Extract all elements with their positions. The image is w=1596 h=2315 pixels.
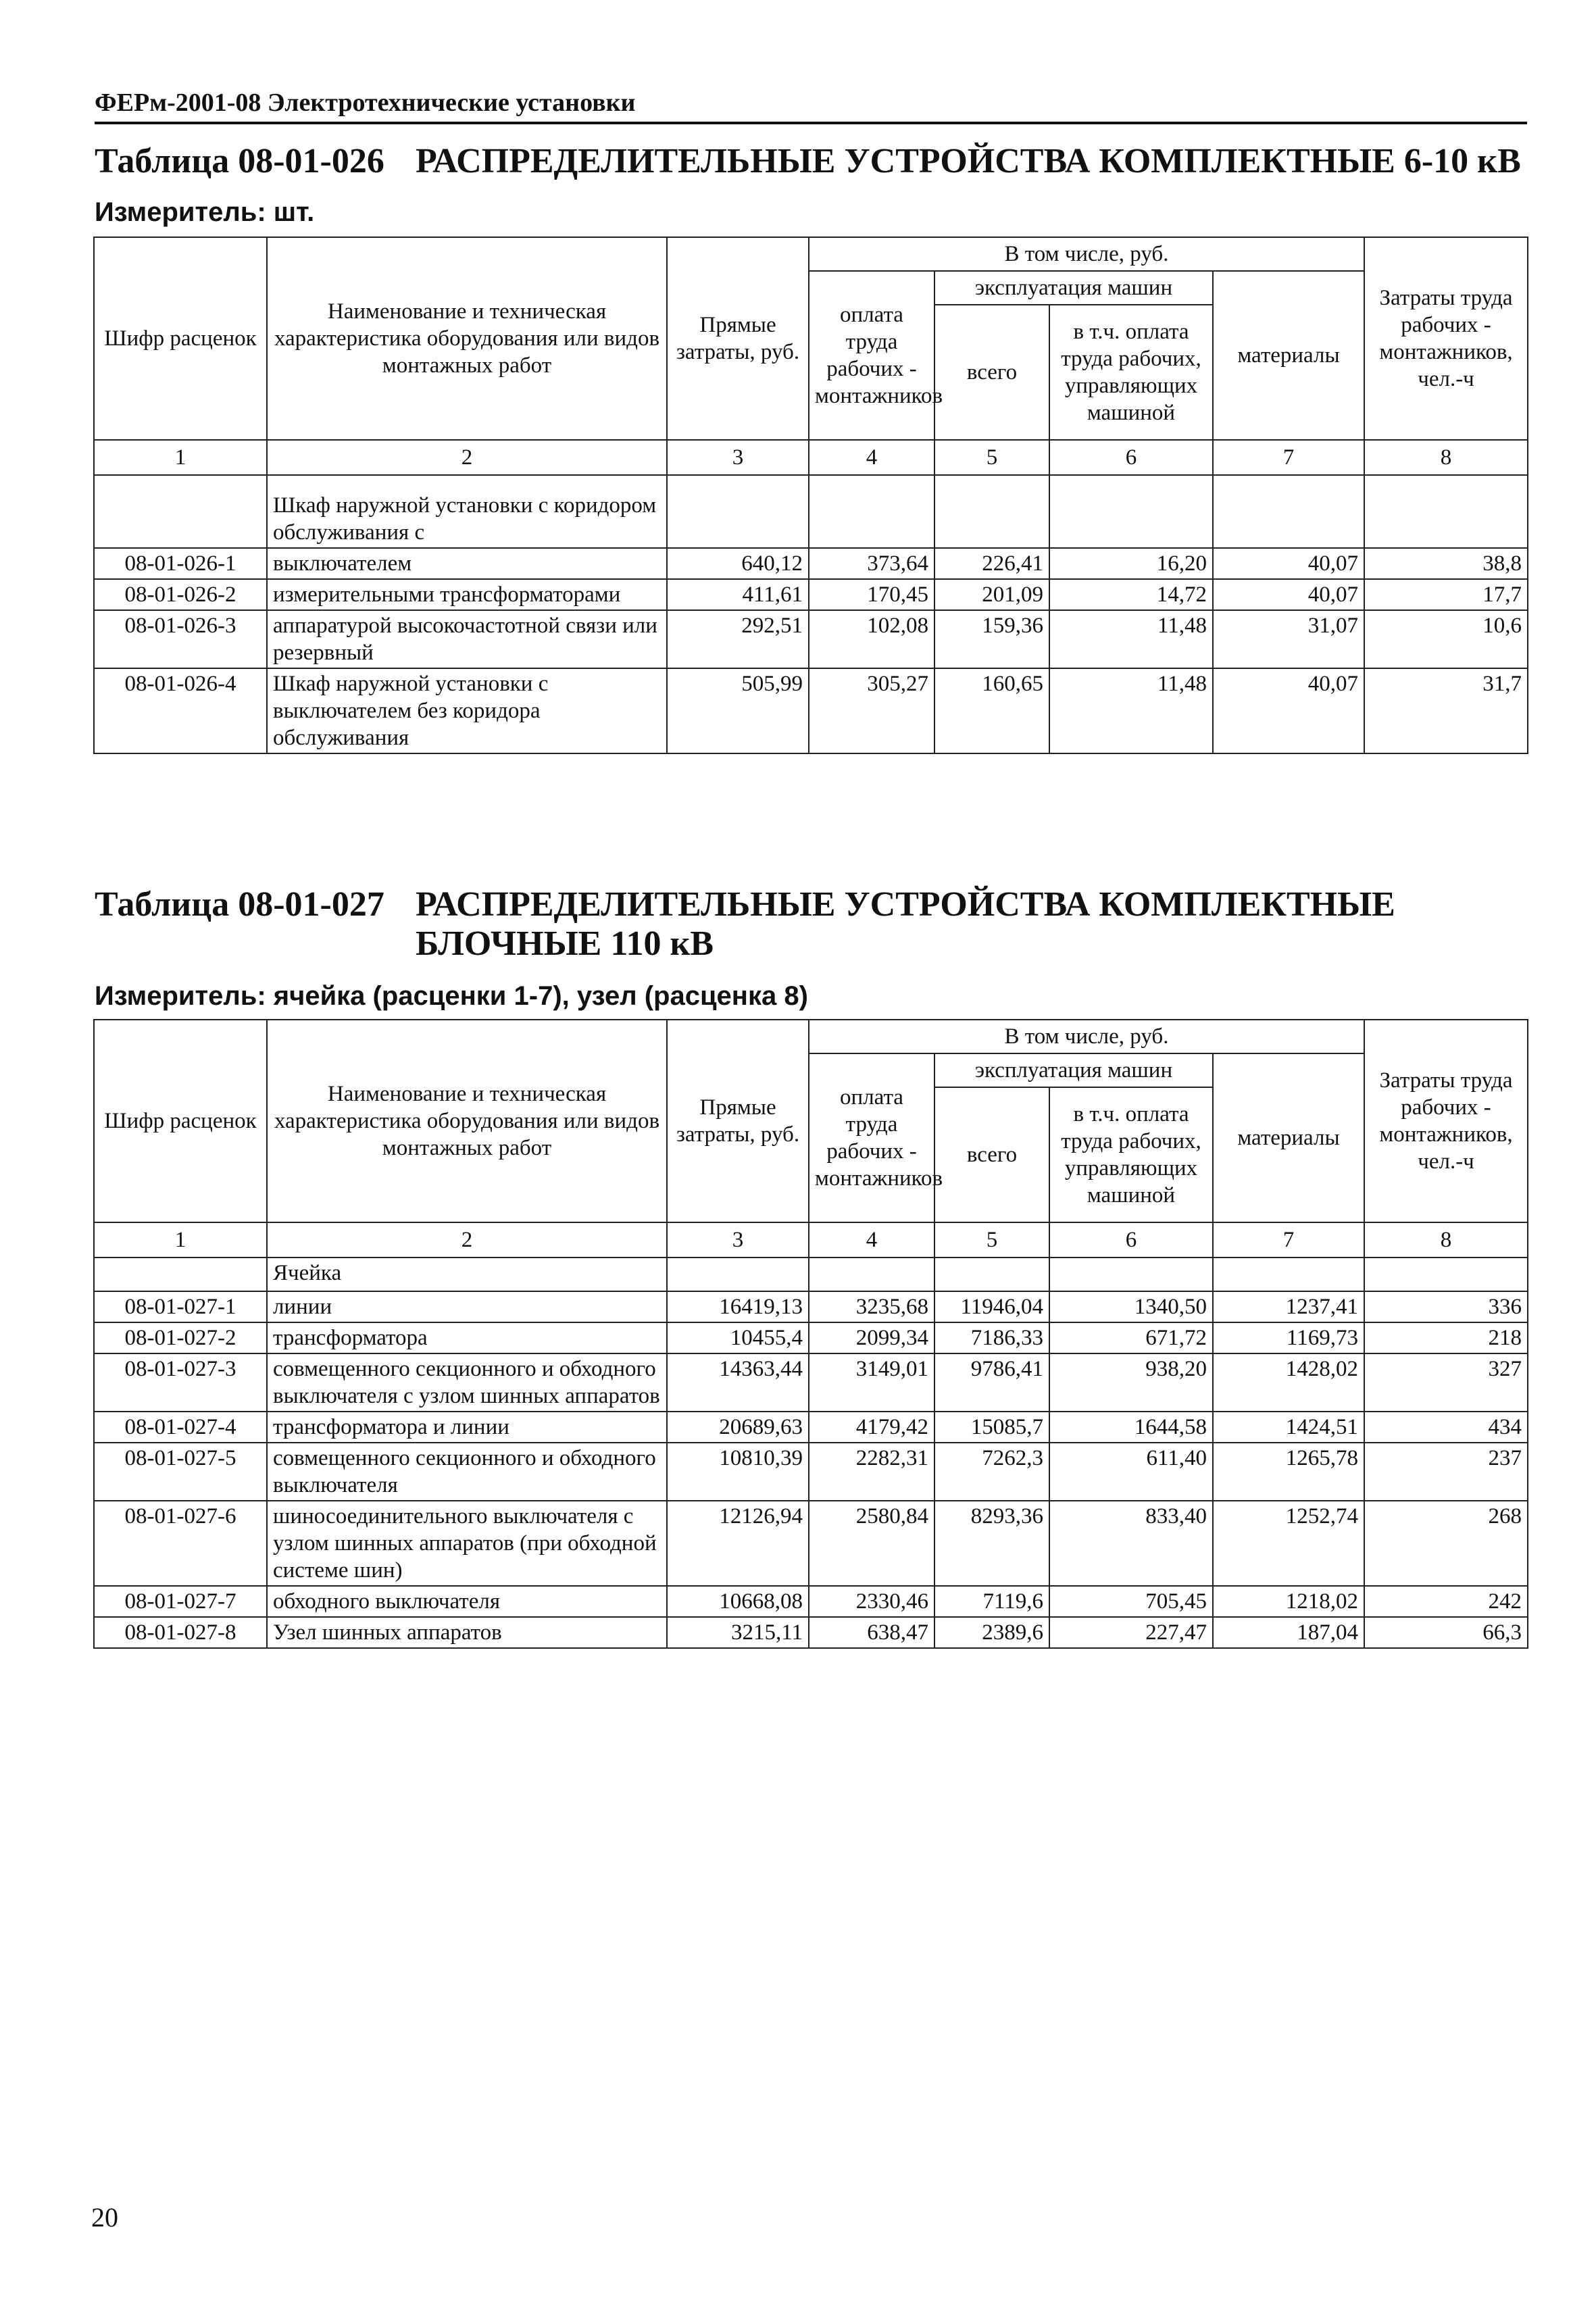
cell-labor: 66,3	[1364, 1617, 1528, 1648]
cell-name: выключателем	[267, 548, 667, 579]
cell-labor: 38,8	[1364, 548, 1528, 579]
column-number: 4	[809, 1222, 934, 1258]
column-number: 5	[934, 440, 1049, 475]
cell-machines: 7119,6	[934, 1586, 1049, 1617]
column-number: 7	[1213, 1222, 1364, 1258]
cell-wages: 305,27	[809, 668, 934, 753]
cell-direct: 14363,44	[667, 1353, 809, 1412]
cell-materials: 187,04	[1213, 1617, 1364, 1648]
table-row	[94, 610, 1528, 668]
cell-machines: 11946,04	[934, 1291, 1049, 1322]
header-wages: оплата труда рабочих - монтажников	[809, 1053, 934, 1222]
cell-wages: 3149,01	[809, 1353, 934, 1412]
cell-materials: 1237,41	[1213, 1291, 1364, 1322]
cell-direct: 20689,63	[667, 1412, 809, 1443]
cell-machines: 160,65	[934, 668, 1049, 753]
column-number: 1	[94, 440, 267, 475]
cell-code: 08-01-027-1	[94, 1291, 267, 1322]
column-number: 2	[267, 1222, 667, 1258]
cell-direct: 505,99	[667, 668, 809, 753]
header-machines-total: всего	[934, 305, 1049, 440]
header-incl: В том числе, руб.	[809, 237, 1364, 271]
cell-code: 08-01-027-4	[94, 1412, 267, 1443]
cell-direct: 411,61	[667, 579, 809, 610]
column-number: 8	[1364, 440, 1528, 475]
cell-machine-wages: 11,48	[1049, 668, 1213, 753]
table1-title: РАСПРЕДЕЛИТЕЛЬНЫЕ УСТРОЙСТВА КОМПЛЕКТНЫЕ 6-10 кВ	[416, 142, 1521, 180]
cell-wages: 170,45	[809, 579, 934, 610]
rates-table-08-01-026	[93, 237, 1528, 754]
table2-number: Таблица 08-01-027	[95, 885, 384, 924]
cell-machines: 9786,41	[934, 1353, 1049, 1412]
cell-machines: 2389,6	[934, 1617, 1049, 1648]
table-row	[94, 1586, 1528, 1617]
page-number: 20	[91, 2202, 118, 2233]
cell-materials: 40,07	[1213, 579, 1364, 610]
cell-code: 08-01-027-7	[94, 1586, 267, 1617]
table-row	[94, 579, 1528, 610]
cell-code: 08-01-027-3	[94, 1353, 267, 1412]
column-number: 2	[267, 440, 667, 475]
cell-code: 08-01-027-6	[94, 1501, 267, 1586]
cell-materials: 1218,02	[1213, 1586, 1364, 1617]
cell-direct: 10455,4	[667, 1322, 809, 1353]
header-materials: материалы	[1213, 271, 1364, 440]
table-row	[94, 1322, 1528, 1353]
cell-code: 08-01-026-4	[94, 668, 267, 753]
cell-machines: 7186,33	[934, 1322, 1049, 1353]
header-machines-group: эксплуатация машин	[934, 271, 1213, 305]
table-row	[94, 1291, 1528, 1322]
cell-code: 08-01-027-2	[94, 1322, 267, 1353]
cell-materials: 1428,02	[1213, 1353, 1364, 1412]
cell-labor: 336	[1364, 1291, 1528, 1322]
cell-name: совмещенного секционного и обходного выключателя с узлом шинных аппаратов	[267, 1353, 667, 1412]
header-labor: Затраты труда рабочих - монтажников, чел.-ч	[1364, 1020, 1528, 1222]
column-number: 6	[1049, 440, 1213, 475]
cell-name: линии	[267, 1291, 667, 1322]
header-machine-wages: в т.ч. оплата труда рабочих, управляющих машиной	[1049, 305, 1213, 440]
table-row	[94, 1443, 1528, 1501]
cell-machine-wages: 833,40	[1049, 1501, 1213, 1586]
cell-labor: 327	[1364, 1353, 1528, 1412]
cell-labor: 218	[1364, 1322, 1528, 1353]
header-wages: оплата труда рабочих - монтажников	[809, 271, 934, 440]
cell-wages: 638,47	[809, 1617, 934, 1648]
cell-labor: 31,7	[1364, 668, 1528, 753]
table1-measure: Измеритель: шт.	[95, 197, 315, 227]
cell-name: шиносоединительного выключателя с узлом шинных аппаратов (при обходной системе шин)	[267, 1501, 667, 1586]
cell-wages: 2330,46	[809, 1586, 934, 1617]
cell-materials: 1265,78	[1213, 1443, 1364, 1501]
column-number: 6	[1049, 1222, 1213, 1258]
cell-direct: 10810,39	[667, 1443, 809, 1501]
group-code-cell	[94, 475, 267, 548]
cell-labor: 10,6	[1364, 610, 1528, 668]
header-incl: В том числе, руб.	[809, 1020, 1364, 1053]
cell-machines: 226,41	[934, 548, 1049, 579]
column-number: 3	[667, 440, 809, 475]
cell-code: 08-01-026-3	[94, 610, 267, 668]
column-number: 1	[94, 1222, 267, 1258]
cell-direct: 10668,08	[667, 1586, 809, 1617]
cell-wages: 102,08	[809, 610, 934, 668]
cell-materials: 1252,74	[1213, 1501, 1364, 1586]
header-direct: Прямые затраты, руб.	[667, 237, 809, 440]
column-number: 8	[1364, 1222, 1528, 1258]
cell-materials: 31,07	[1213, 610, 1364, 668]
cell-name: Шкаф наружной установки с выключателем без коридора обслуживания	[267, 668, 667, 753]
header-code: Шифр расценок	[94, 237, 267, 440]
cell-labor: 268	[1364, 1501, 1528, 1586]
cell-machines: 7262,3	[934, 1443, 1049, 1501]
header-name: Наименование и техническая характеристика оборудования или видов монтажных работ	[267, 1020, 667, 1222]
cell-name: трансформатора и линии	[267, 1412, 667, 1443]
cell-code: 08-01-027-5	[94, 1443, 267, 1501]
cell-labor: 242	[1364, 1586, 1528, 1617]
cell-machine-wages: 14,72	[1049, 579, 1213, 610]
cell-name: трансформатора	[267, 1322, 667, 1353]
header-machines-group: эксплуатация машин	[934, 1053, 1213, 1087]
header-name: Наименование и техническая характеристика оборудования или видов монтажных работ	[267, 237, 667, 440]
column-number: 4	[809, 440, 934, 475]
cell-code: 08-01-026-1	[94, 548, 267, 579]
cell-machine-wages: 227,47	[1049, 1617, 1213, 1648]
group-label: Ячейка	[267, 1258, 667, 1291]
cell-machines: 8293,36	[934, 1501, 1049, 1586]
rates-table-08-01-027	[93, 1019, 1528, 1649]
cell-labor: 237	[1364, 1443, 1528, 1501]
table-row	[94, 1412, 1528, 1443]
cell-labor: 17,7	[1364, 579, 1528, 610]
cell-direct: 3215,11	[667, 1617, 809, 1648]
cell-name: аппаратурой высокочастотной связи или резервный	[267, 610, 667, 668]
header-machines-total: всего	[934, 1087, 1049, 1222]
cell-machine-wages: 671,72	[1049, 1322, 1213, 1353]
cell-wages: 2282,31	[809, 1443, 934, 1501]
group-label: Шкаф наружной установки с коридором обслуживания с	[267, 475, 667, 548]
cell-direct: 292,51	[667, 610, 809, 668]
table-row	[94, 548, 1528, 579]
table-row	[94, 1501, 1528, 1586]
cell-name: обходного выключателя	[267, 1586, 667, 1617]
cell-name: совмещенного секционного и обходного выключателя	[267, 1443, 667, 1501]
cell-materials: 1424,51	[1213, 1412, 1364, 1443]
cell-wages: 3235,68	[809, 1291, 934, 1322]
cell-materials: 1169,73	[1213, 1322, 1364, 1353]
cell-direct: 640,12	[667, 548, 809, 579]
column-number: 7	[1213, 440, 1364, 475]
cell-materials: 40,07	[1213, 548, 1364, 579]
table-row	[94, 668, 1528, 753]
cell-labor: 434	[1364, 1412, 1528, 1443]
cell-machines: 159,36	[934, 610, 1049, 668]
table2-title: РАСПРЕДЕЛИТЕЛЬНЫЕ УСТРОЙСТВА КОМПЛЕКТНЫЕ БЛОЧНЫЕ 110 кВ	[416, 885, 1395, 963]
cell-materials: 40,07	[1213, 668, 1364, 753]
header-machine-wages: в т.ч. оплата труда рабочих, управляющих машиной	[1049, 1087, 1213, 1222]
cell-direct: 16419,13	[667, 1291, 809, 1322]
header-materials: материалы	[1213, 1053, 1364, 1222]
table-row	[94, 1353, 1528, 1412]
cell-wages: 4179,42	[809, 1412, 934, 1443]
cell-machine-wages: 11,48	[1049, 610, 1213, 668]
cell-machine-wages: 1644,58	[1049, 1412, 1213, 1443]
table2-measure: Измеритель: ячейка (расценки 1-7), узел (расценка 8)	[95, 981, 808, 1011]
header-direct: Прямые затраты, руб.	[667, 1020, 809, 1222]
cell-machine-wages: 611,40	[1049, 1443, 1213, 1501]
cell-code: 08-01-026-2	[94, 579, 267, 610]
column-number: 5	[934, 1222, 1049, 1258]
cell-wages: 2580,84	[809, 1501, 934, 1586]
cell-name: Узел шинных аппаратов	[267, 1617, 667, 1648]
cell-machine-wages: 1340,50	[1049, 1291, 1213, 1322]
cell-machines: 201,09	[934, 579, 1049, 610]
running-head: ФЕРм-2001-08 Электротехнические установки	[95, 88, 1527, 124]
header-code: Шифр расценок	[94, 1020, 267, 1222]
cell-wages: 373,64	[809, 548, 934, 579]
cell-name: измерительными трансформаторами	[267, 579, 667, 610]
header-labor: Затраты труда рабочих - монтажников, чел.-ч	[1364, 237, 1528, 440]
cell-machines: 15085,7	[934, 1412, 1049, 1443]
cell-direct: 12126,94	[667, 1501, 809, 1586]
cell-machine-wages: 705,45	[1049, 1586, 1213, 1617]
cell-code: 08-01-027-8	[94, 1617, 267, 1648]
column-number: 3	[667, 1222, 809, 1258]
cell-machine-wages: 16,20	[1049, 548, 1213, 579]
table-row	[94, 1617, 1528, 1648]
table1-number: Таблица 08-01-026	[95, 142, 384, 180]
cell-wages: 2099,34	[809, 1322, 934, 1353]
group-code-cell	[94, 1258, 267, 1291]
cell-machine-wages: 938,20	[1049, 1353, 1213, 1412]
